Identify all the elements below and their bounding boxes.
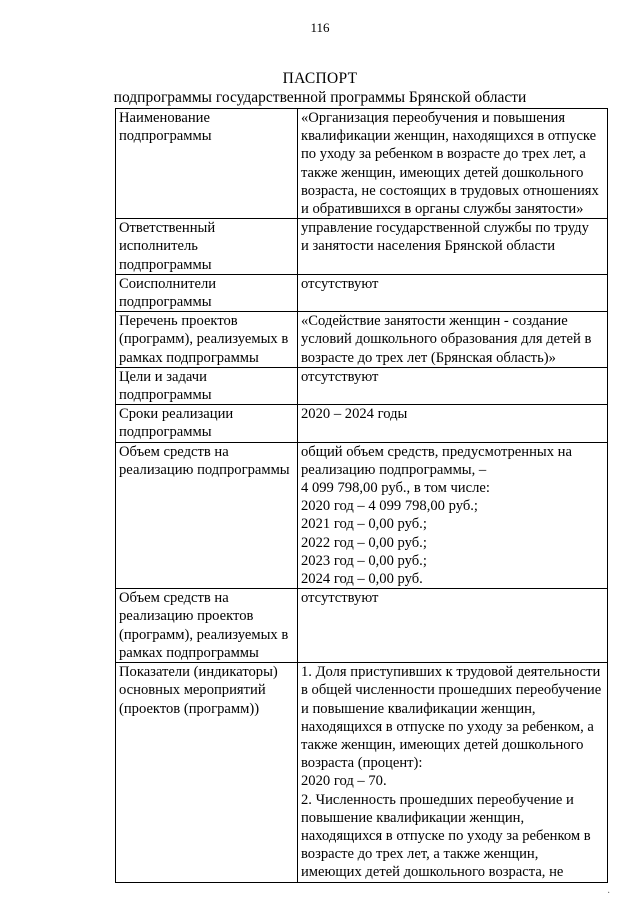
text-line: 1. Доля приступивших к трудовой деятельности <box>301 664 601 681</box>
text-line: Цели и задачи <box>119 368 207 385</box>
text-line: подпрограммы <box>119 294 212 311</box>
row-label <box>116 442 298 589</box>
text-line: 2021 год – 0,00 руб.; <box>301 516 427 533</box>
text-line: Ответственный <box>119 220 216 237</box>
page-number: 116 <box>310 20 330 35</box>
text-line: (проектов (программ)) <box>119 700 260 717</box>
text-line: Показатели (индикаторы) <box>119 664 278 681</box>
text-line: также женщин, имеющих детей дошкольного <box>301 164 584 181</box>
table-row <box>116 312 608 368</box>
text-line: отсутствуют <box>301 590 379 607</box>
row-label <box>116 274 298 311</box>
text-line: 4 099 798,00 руб., в том числе: <box>301 480 490 497</box>
row-value <box>298 589 608 663</box>
row-value <box>298 442 608 589</box>
row-value <box>298 405 608 442</box>
scan-mark: · <box>607 888 611 899</box>
text-line: Наименование <box>119 110 210 126</box>
text-line: 2023 год – 0,00 руб.; <box>301 552 427 569</box>
text-line: исполнитель <box>119 238 198 255</box>
passport-table <box>115 108 608 883</box>
row-value <box>298 367 608 404</box>
text-line: подпрограммы <box>119 387 212 404</box>
text-line: 2022 год – 0,00 руб.; <box>301 534 427 551</box>
row-value <box>298 274 608 311</box>
text-line: по уходу за ребенком в возрасте до трех лет, а <box>301 146 586 163</box>
row-value <box>298 663 608 882</box>
text-line: Объем средств на <box>119 590 229 607</box>
text-line: условий дошкольного образования для детей в <box>301 331 592 348</box>
text-line: возраста, не состоящих в трудовых отношениях <box>301 182 599 199</box>
text-line: рамках подпрограммы <box>119 644 259 661</box>
row-label <box>116 405 298 442</box>
row-label <box>116 589 298 663</box>
text-line: рамках подпрограммы <box>119 349 259 366</box>
table-row <box>116 219 608 275</box>
table-row <box>116 442 608 589</box>
text-line: 2020 – 2024 годы <box>301 406 408 423</box>
row-value <box>298 109 608 219</box>
text-line: 2. Численность прошедших переобучение и <box>301 791 574 808</box>
table-row <box>116 589 608 663</box>
text-line: Объем средств на <box>119 443 229 460</box>
text-line: подпрограммы <box>119 128 212 145</box>
text-line: отсутствуют <box>301 368 379 385</box>
row-label <box>116 663 298 882</box>
text-line: «Организация переобучения и повышения <box>301 110 566 126</box>
text-line: подпрограммы <box>119 256 212 273</box>
document-title: ПАСПОРТ <box>282 70 358 87</box>
text-line: и повышение квалификации женщин, <box>301 700 536 717</box>
text-line: находящихся в отпуске по уходу за ребенком в <box>301 827 591 844</box>
table-row <box>116 274 608 311</box>
document-subtitle: подпрограммы государственной программы Брянской области <box>113 89 527 106</box>
text-line: реализацию проектов <box>119 608 254 625</box>
text-line: 2020 год – 70. <box>301 773 387 790</box>
text-line: и обратившихся в органы службы занятости» <box>301 201 584 218</box>
text-line: управление государственной службы по труду <box>301 220 589 237</box>
row-label <box>116 109 298 219</box>
text-line: Перечень проектов <box>119 313 238 330</box>
row-value <box>298 219 608 275</box>
table-row <box>116 367 608 404</box>
text-line: возрасте до трех лет (Брянская область)» <box>301 349 556 366</box>
text-line: реализацию подпрограммы, – <box>301 461 487 478</box>
text-line: (программ), реализуемых в <box>119 331 289 348</box>
row-label <box>116 367 298 404</box>
text-line: повышение квалификации женщин, <box>301 809 525 826</box>
text-line: в общей численности прошедших переобучение <box>301 682 602 699</box>
table-row <box>116 109 608 219</box>
text-line: отсутствуют <box>301 275 379 292</box>
table-row <box>116 405 608 442</box>
text-line: 2020 год – 4 099 798,00 руб.; <box>301 498 478 515</box>
text-line: Сроки реализации <box>119 406 234 423</box>
text-line: основных мероприятий <box>119 682 266 699</box>
text-line: Соисполнители <box>119 275 217 292</box>
text-line: (программ), реализуемых в <box>119 626 289 643</box>
text-line: также женщин, имеющих детей дошкольного <box>301 736 584 753</box>
text-line: возрасте до трех лет, а также женщин, <box>301 846 539 863</box>
text-line: 2024 год – 0,00 руб. <box>301 571 423 588</box>
text-line: «Содействие занятости женщин - создание <box>301 313 568 330</box>
text-line: подпрограммы <box>119 424 212 441</box>
text-line: находящихся в отпуске по уходу за ребенком, а <box>301 718 594 735</box>
text-line: имеющих детей дошкольного возраста, не <box>301 864 564 881</box>
text-line: общий объем средств, предусмотренных на <box>301 443 572 460</box>
row-label <box>116 219 298 275</box>
text-line: квалификации женщин, находящихся в отпуске <box>301 128 597 145</box>
table-row <box>116 663 608 882</box>
text-line: возраста (процент): <box>301 755 423 772</box>
text-line: реализацию подпрограммы <box>119 461 290 478</box>
text-line: и занятости населения Брянской области <box>301 238 556 255</box>
row-label <box>116 312 298 368</box>
row-value <box>298 312 608 368</box>
